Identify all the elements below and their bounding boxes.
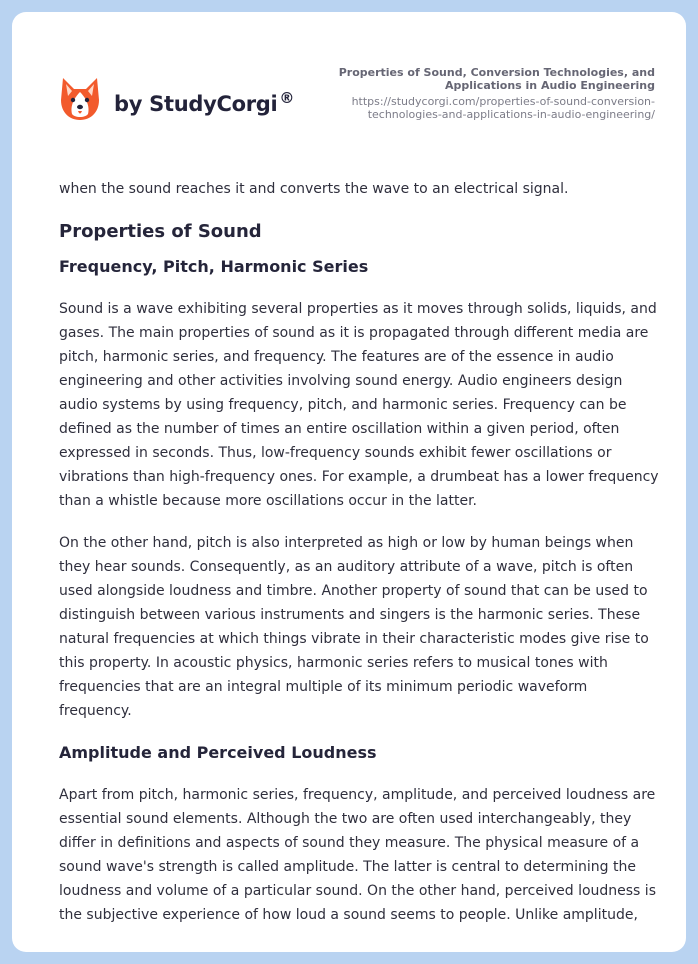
document-meta xyxy=(335,66,655,121)
paragraph-3: Apart from pitch, harmonic series, frequency, amplitude, and perceived loudness are essential sound elements. Although the two are often used interchangeably, they differ in definitions and aspects of sound they measure. The physical measure of a sound wave's strength is called amplitude. The latter is central to determining the loudness and volume of a particular sound. On the other hand, perceived loudness is the subjective experience of how loud a sound seems to people. Unlike amplitude, xyxy=(59,787,656,923)
studycorgi-logo[interactable] xyxy=(60,76,294,122)
brand-name: by StudyCorgi ® xyxy=(114,88,295,116)
section-heading: Properties of Sound xyxy=(59,221,262,242)
registered-mark: ® xyxy=(279,88,295,107)
document-page xyxy=(12,12,686,952)
paragraph-1: Sound is a wave exhibiting several properties as it moves through solids, liquids, and gases. The main properties of sound as it is propagated through different media are pitch, harmonic series, and frequency. The features are of the essence in audio engineering and other activities involving sound energy. Audio engineers design audio systems by using frequency, pitch, and harmonic series. Frequency can be defined as the number of times an entire oscillation within a given period, often expressed in seconds. Thus, low-frequency sounds exhibit fewer oscillations or vibrations than high-frequency ones. For example, a drumbeat has a lower frequency than a whistle because more oscillations occur in the latter. xyxy=(59,301,659,509)
paragraph-2: On the other hand, pitch is also interpreted as high or low by human beings when they hear sounds. Consequently, as an auditory attribute of a wave, pitch is often used alongside loudness and timbre. Another property of sound that can be used to distinguish between various instruments and singers is the harmonic series. These natural frequencies at which things vibrate in their characteristic modes give rise to this property. In acoustic physics, harmonic series refers to musical tones with frequencies that are an integral multiple of its minimum periodic waveform frequency. xyxy=(59,535,649,719)
article-body xyxy=(59,177,659,945)
document-url[interactable]: https://studycorgi.com/properties-of-sound-conversion-technologies-and-applications-in-audio-engineering/ xyxy=(351,95,655,121)
lead-paragraph: when the sound reaches it and converts the wave to an electrical signal. xyxy=(59,181,569,197)
corgi-icon xyxy=(60,76,100,122)
subsection-heading-amplitude: Amplitude and Perceived Loudness xyxy=(59,743,377,762)
subsection-heading-frequency: Frequency, Pitch, Harmonic Series xyxy=(59,257,369,276)
document-title: Properties of Sound, Conversion Technologies, and Applications in Audio Engineering xyxy=(338,66,655,92)
